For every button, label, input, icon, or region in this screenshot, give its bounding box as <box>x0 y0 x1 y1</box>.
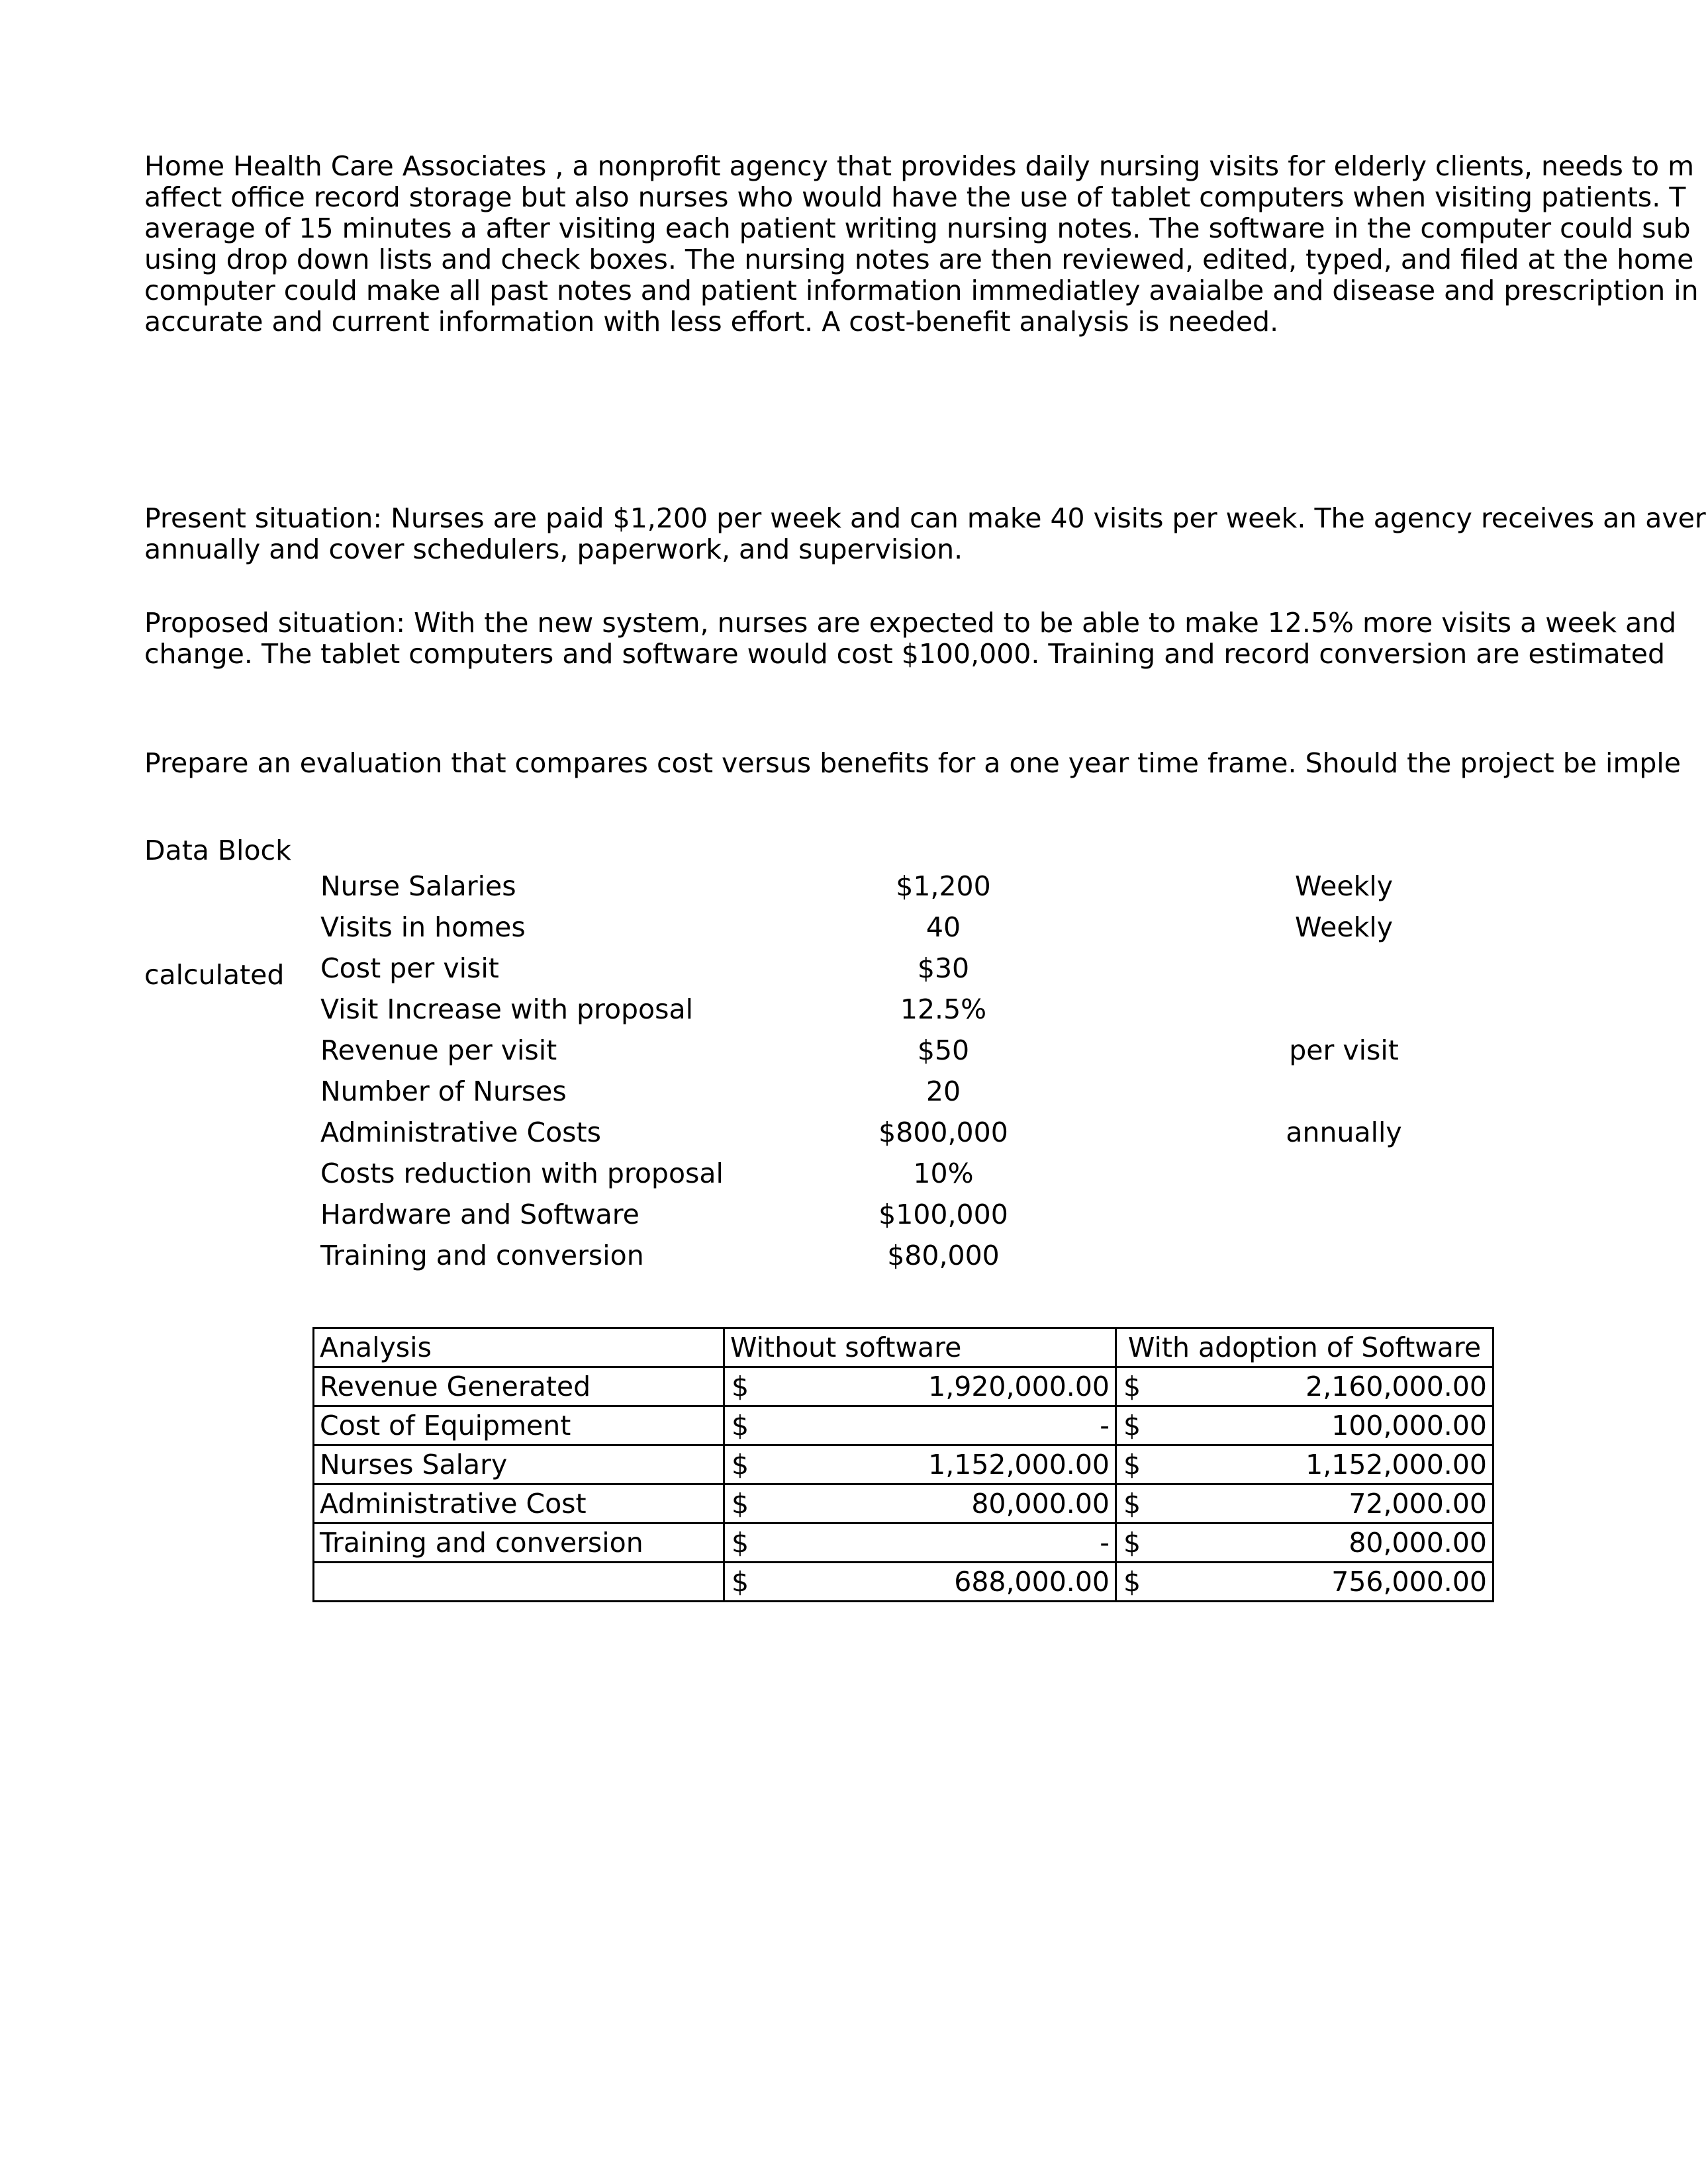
with-amount: 100,000.00 <box>1331 1410 1487 1441</box>
table-row <box>314 1367 1493 1406</box>
data-row-cost-reduction <box>0 1153 1688 1194</box>
table-row <box>314 1445 1493 1484</box>
with-amount: 756,000.00 <box>1331 1566 1487 1598</box>
data-label: Revenue per visit <box>320 1034 557 1066</box>
currency-symbol: $ <box>732 1566 749 1598</box>
currency-symbol: $ <box>1123 1566 1141 1598</box>
without-amount: 1,152,000.00 <box>928 1449 1110 1480</box>
currency-symbol: $ <box>1123 1371 1141 1402</box>
intro-paragraph-1 <box>144 150 1699 338</box>
data-value: $100,000 <box>878 1199 1008 1230</box>
without-amount: - <box>1100 1410 1110 1441</box>
intro-line: using drop down lists and check boxes. The nursing notes are then reviewed, edited, typed, and filed at the home <box>144 244 1694 275</box>
data-label: Number of Nurses <box>320 1075 567 1107</box>
table-row <box>314 1484 1493 1524</box>
data-label: Cost per visit <box>320 952 499 984</box>
currency-symbol: $ <box>1123 1410 1141 1441</box>
with-cell <box>1116 1563 1493 1602</box>
proposed-line: Proposed situation: With the new system, nurses are expected to be able to make 12.5% more visits a week and <box>144 607 1677 639</box>
with-amount: 80,000.00 <box>1349 1527 1487 1559</box>
data-unit: annually <box>1286 1116 1402 1148</box>
data-value: $1,200 <box>896 870 991 902</box>
data-unit: per visit <box>1289 1034 1399 1066</box>
currency-symbol: $ <box>732 1371 749 1402</box>
data-label: Administrative Costs <box>320 1116 601 1148</box>
with-amount: 72,000.00 <box>1349 1488 1487 1520</box>
header-without-software: Without software <box>724 1328 1116 1367</box>
data-block-title: Data Block <box>144 835 291 866</box>
data-value: $30 <box>917 952 970 984</box>
without-cell <box>724 1367 1116 1406</box>
data-row-cost-per-visit <box>0 948 1688 989</box>
with-cell <box>1116 1445 1493 1484</box>
without-cell <box>724 1445 1116 1484</box>
task-paragraph <box>144 747 1682 779</box>
data-label: Costs reduction with proposal <box>320 1158 724 1189</box>
data-label: Training and conversion <box>320 1240 644 1271</box>
currency-symbol: $ <box>732 1410 749 1441</box>
present-situation-paragraph <box>144 502 1706 565</box>
without-cell <box>724 1563 1116 1602</box>
with-cell <box>1116 1406 1493 1445</box>
intro-line: affect office record storage but also nurses who would have the use of tablet computers when visiting patients. T <box>144 181 1686 213</box>
data-row-admin-costs <box>0 1112 1688 1153</box>
data-row-number-of-nurses <box>0 1071 1688 1112</box>
data-row-visit-increase <box>0 989 1688 1030</box>
data-unit: Weekly <box>1295 870 1393 902</box>
table-row <box>314 1406 1493 1445</box>
without-amount: 1,920,000.00 <box>928 1371 1110 1402</box>
present-line: annually and cover schedulers, paperwork, and supervision. <box>144 533 963 565</box>
data-value: 12.5% <box>900 993 987 1025</box>
calculated-label: calculated <box>144 959 285 991</box>
data-value: $80,000 <box>887 1240 1000 1271</box>
proposed-line: change. The tablet computers and software would cost $100,000. Training and record conversion are estimated <box>144 638 1666 670</box>
with-cell <box>1116 1524 1493 1563</box>
currency-symbol: $ <box>732 1488 749 1520</box>
table-row-total <box>314 1563 1493 1602</box>
with-amount: 2,160,000.00 <box>1305 1371 1487 1402</box>
data-value: 20 <box>925 1075 961 1107</box>
data-label: Visits in homes <box>320 911 526 943</box>
data-value: $800,000 <box>878 1116 1008 1148</box>
without-cell <box>724 1484 1116 1524</box>
intro-line: computer could make all past notes and patient information immediatley avaialbe and disease and prescription in <box>144 275 1699 306</box>
data-row-training-conversion <box>0 1235 1688 1276</box>
data-row-visits <box>0 907 1688 948</box>
header-analysis: Analysis <box>314 1328 724 1367</box>
present-line: Present situation: Nurses are paid $1,200 per week and can make 40 visits per week. The agency receives an aver <box>144 502 1706 534</box>
currency-symbol: $ <box>1123 1449 1141 1480</box>
data-row-hardware-software <box>0 1194 1688 1235</box>
task-line: Prepare an evaluation that compares cost versus benefits for a one year time frame. Should the project be imple <box>144 747 1682 779</box>
header-with-software: With adoption of Software <box>1116 1328 1493 1367</box>
proposed-situation-paragraph <box>144 607 1677 670</box>
currency-symbol: $ <box>1123 1488 1141 1520</box>
data-label: Hardware and Software <box>320 1199 640 1230</box>
intro-line: average of 15 minutes a after visiting each patient writing nursing notes. The software in the computer could sub <box>144 212 1691 244</box>
table-row <box>314 1524 1493 1563</box>
row-label <box>314 1563 724 1602</box>
without-amount: 80,000.00 <box>971 1488 1110 1520</box>
analysis-header-row <box>314 1328 1493 1367</box>
analysis-table <box>312 1327 1494 1602</box>
row-label: Cost of Equipment <box>314 1406 724 1445</box>
row-label: Training and conversion <box>314 1524 724 1563</box>
with-cell <box>1116 1367 1493 1406</box>
intro-line: Home Health Care Associates , a nonprofit agency that provides daily nursing visits for elderly clients, needs to m <box>144 150 1695 182</box>
row-label: Revenue Generated <box>314 1367 724 1406</box>
data-label: Visit Increase with proposal <box>320 993 694 1025</box>
with-cell <box>1116 1484 1493 1524</box>
without-cell <box>724 1524 1116 1563</box>
data-value: 40 <box>925 911 961 943</box>
data-value: $50 <box>917 1034 970 1066</box>
intro-line: accurate and current information with less effort. A cost-benefit analysis is needed. <box>144 306 1279 338</box>
data-value: 10% <box>913 1158 974 1189</box>
without-amount: - <box>1100 1527 1110 1559</box>
currency-symbol: $ <box>732 1449 749 1480</box>
data-row-nurse-salaries <box>0 866 1688 907</box>
data-label: Nurse Salaries <box>320 870 516 902</box>
currency-symbol: $ <box>732 1527 749 1559</box>
row-label: Nurses Salary <box>314 1445 724 1484</box>
row-label: Administrative Cost <box>314 1484 724 1524</box>
data-row-revenue-per-visit <box>0 1030 1688 1071</box>
without-cell <box>724 1406 1116 1445</box>
with-amount: 1,152,000.00 <box>1305 1449 1487 1480</box>
without-amount: 688,000.00 <box>954 1566 1110 1598</box>
currency-symbol: $ <box>1123 1527 1141 1559</box>
data-unit: Weekly <box>1295 911 1393 943</box>
